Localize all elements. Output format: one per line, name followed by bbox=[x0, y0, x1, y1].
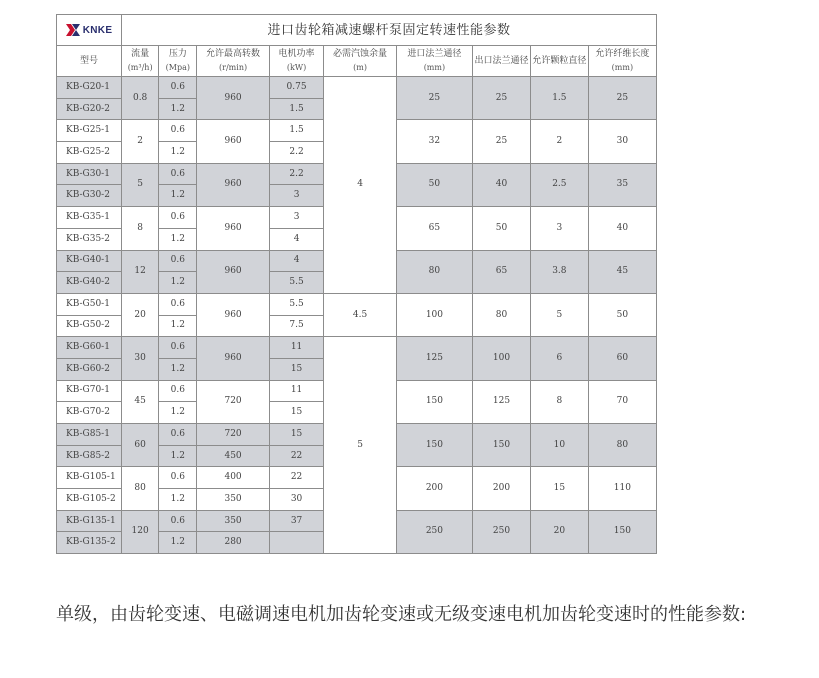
inlet-cell: 25 bbox=[396, 77, 472, 120]
table-row bbox=[57, 293, 657, 315]
logo-cell bbox=[57, 15, 122, 46]
model-cell: KB-G135-2 bbox=[57, 532, 122, 554]
outlet-cell: 65 bbox=[473, 250, 531, 293]
flow-cell: 0.8 bbox=[122, 77, 159, 120]
header-fiber-label: 允许纤维长度 bbox=[595, 49, 650, 59]
model-cell: KB-G30-2 bbox=[57, 185, 122, 207]
model-cell: KB-G25-2 bbox=[57, 142, 122, 164]
speed-cell: 960 bbox=[197, 77, 269, 120]
header-speed-unit: (r/min) bbox=[219, 63, 248, 72]
pressure-cell: 1.2 bbox=[159, 315, 197, 337]
flow-cell: 30 bbox=[122, 337, 159, 380]
header-npsh-label: 必需汽蚀余量 bbox=[333, 49, 388, 59]
model-cell: KB-G85-2 bbox=[57, 445, 122, 467]
header-fiber-unit: (mm) bbox=[611, 63, 634, 72]
caption-text: 单级，由齿轮变速、电磁调速电机加齿轮变速或无级变速电机加齿轮变速时的性能参数: bbox=[56, 604, 747, 625]
fiber-cell: 30 bbox=[588, 120, 656, 163]
particle-cell: 5 bbox=[530, 293, 588, 336]
model-cell: KB-G70-1 bbox=[57, 380, 122, 402]
power-cell: 1.5 bbox=[269, 98, 324, 120]
header-pressure-label: 压力 bbox=[168, 49, 187, 59]
particle-cell: 8 bbox=[530, 380, 588, 423]
fiber-cell: 25 bbox=[588, 77, 656, 120]
power-cell: 7.5 bbox=[269, 315, 324, 337]
header-outlet bbox=[473, 46, 531, 77]
header-pressure-unit: (Mpa) bbox=[165, 63, 190, 72]
model-cell: KB-G20-1 bbox=[57, 77, 122, 99]
pressure-cell: 1.2 bbox=[159, 272, 197, 294]
header-speed bbox=[197, 46, 269, 77]
inlet-cell: 32 bbox=[396, 120, 472, 163]
inlet-cell: 250 bbox=[396, 510, 472, 553]
speed-cell: 960 bbox=[197, 337, 269, 380]
flow-cell: 20 bbox=[122, 293, 159, 336]
logo-text: KNKE bbox=[82, 24, 113, 36]
speed-cell: 960 bbox=[197, 207, 269, 250]
inlet-cell: 100 bbox=[396, 293, 472, 336]
particle-cell: 2 bbox=[530, 120, 588, 163]
model-cell: KB-G40-2 bbox=[57, 272, 122, 294]
flow-cell: 80 bbox=[122, 467, 159, 510]
particle-cell: 15 bbox=[530, 467, 588, 510]
pressure-cell: 0.6 bbox=[159, 424, 197, 446]
flow-cell: 60 bbox=[122, 424, 159, 467]
header-speed-label: 允许最高转数 bbox=[206, 49, 261, 59]
pressure-cell: 0.6 bbox=[159, 207, 197, 229]
fiber-cell: 40 bbox=[588, 207, 656, 250]
outlet-cell: 40 bbox=[473, 163, 531, 206]
speed-cell: 720 bbox=[197, 380, 269, 423]
npsh-cell: 5 bbox=[324, 337, 396, 554]
pressure-cell: 1.2 bbox=[159, 185, 197, 207]
speed-cell: 720 bbox=[197, 424, 269, 446]
fiber-cell: 50 bbox=[588, 293, 656, 336]
header-npsh bbox=[324, 46, 396, 77]
header-power-label: 电机功率 bbox=[278, 49, 315, 59]
speed-cell: 350 bbox=[197, 510, 269, 532]
title-row bbox=[57, 15, 657, 46]
header-power-unit: (kW) bbox=[286, 63, 307, 72]
power-cell: 22 bbox=[269, 467, 324, 489]
model-cell: KB-G30-1 bbox=[57, 163, 122, 185]
speed-cell: 960 bbox=[197, 163, 269, 206]
fiber-cell: 35 bbox=[588, 163, 656, 206]
fiber-cell: 80 bbox=[588, 424, 656, 467]
model-cell: KB-G40-1 bbox=[57, 250, 122, 272]
model-cell: KB-G105-2 bbox=[57, 489, 122, 511]
header-model bbox=[57, 46, 122, 77]
outlet-cell: 80 bbox=[473, 293, 531, 336]
header-npsh-unit: (m) bbox=[353, 63, 367, 72]
model-cell: KB-G35-1 bbox=[57, 207, 122, 229]
model-cell: KB-G50-2 bbox=[57, 315, 122, 337]
power-cell: 3 bbox=[269, 207, 324, 229]
pressure-cell: 0.6 bbox=[159, 467, 197, 489]
inlet-cell: 200 bbox=[396, 467, 472, 510]
model-cell: KB-G105-1 bbox=[57, 467, 122, 489]
pressure-cell: 1.2 bbox=[159, 532, 197, 554]
npsh-cell: 4 bbox=[324, 77, 396, 294]
pressure-cell: 1.2 bbox=[159, 98, 197, 120]
outlet-cell: 200 bbox=[473, 467, 531, 510]
power-cell: 15 bbox=[269, 358, 324, 380]
particle-cell: 10 bbox=[530, 424, 588, 467]
speed-cell: 400 bbox=[197, 467, 269, 489]
particle-cell: 1.5 bbox=[530, 77, 588, 120]
fiber-cell: 70 bbox=[588, 380, 656, 423]
pressure-cell: 1.2 bbox=[159, 358, 197, 380]
flow-cell: 2 bbox=[122, 120, 159, 163]
header-inlet-unit: (mm) bbox=[423, 63, 446, 72]
pressure-cell: 0.6 bbox=[159, 510, 197, 532]
header-inlet bbox=[396, 46, 472, 77]
header-pressure bbox=[159, 46, 197, 77]
outlet-cell: 150 bbox=[473, 424, 531, 467]
model-cell: KB-G60-1 bbox=[57, 337, 122, 359]
header-particle-label: 允许颗粒直径 bbox=[532, 55, 587, 66]
speed-cell: 450 bbox=[197, 445, 269, 467]
model-cell: KB-G60-2 bbox=[57, 358, 122, 380]
model-cell: KB-G25-1 bbox=[57, 120, 122, 142]
power-cell: 37 bbox=[269, 510, 324, 532]
power-cell: 11 bbox=[269, 380, 324, 402]
power-cell: 4 bbox=[269, 250, 324, 272]
performance-table bbox=[56, 14, 657, 554]
speed-cell: 960 bbox=[197, 120, 269, 163]
speed-cell: 280 bbox=[197, 532, 269, 554]
fiber-cell: 110 bbox=[588, 467, 656, 510]
fiber-cell: 45 bbox=[588, 250, 656, 293]
power-cell: 2.2 bbox=[269, 163, 324, 185]
particle-cell: 2.5 bbox=[530, 163, 588, 206]
model-cell: KB-G20-2 bbox=[57, 98, 122, 120]
pressure-cell: 1.2 bbox=[159, 445, 197, 467]
pressure-cell: 1.2 bbox=[159, 142, 197, 164]
pressure-cell: 0.6 bbox=[159, 337, 197, 359]
power-cell: 1.5 bbox=[269, 120, 324, 142]
inlet-cell: 65 bbox=[396, 207, 472, 250]
power-cell: 4 bbox=[269, 228, 324, 250]
pressure-cell: 0.6 bbox=[159, 250, 197, 272]
model-cell: KB-G70-2 bbox=[57, 402, 122, 424]
pressure-cell: 0.6 bbox=[159, 120, 197, 142]
inlet-cell: 50 bbox=[396, 163, 472, 206]
power-cell: 15 bbox=[269, 424, 324, 446]
particle-cell: 3.8 bbox=[530, 250, 588, 293]
npsh-cell: 4.5 bbox=[324, 293, 396, 336]
particle-cell: 20 bbox=[530, 510, 588, 553]
pressure-cell: 1.2 bbox=[159, 489, 197, 511]
flow-cell: 8 bbox=[122, 207, 159, 250]
model-cell: KB-G35-2 bbox=[57, 228, 122, 250]
model-cell: KB-G50-1 bbox=[57, 293, 122, 315]
header-particle bbox=[530, 46, 588, 77]
table-row bbox=[57, 77, 657, 99]
inlet-cell: 125 bbox=[396, 337, 472, 380]
table-body bbox=[57, 15, 657, 554]
power-cell: 22 bbox=[269, 445, 324, 467]
power-cell: 5.5 bbox=[269, 293, 324, 315]
inlet-cell: 150 bbox=[396, 380, 472, 423]
pressure-cell: 0.6 bbox=[159, 77, 197, 99]
header-model-label: 型号 bbox=[80, 55, 99, 66]
inlet-cell: 150 bbox=[396, 424, 472, 467]
header-outlet-label: 出口法兰通径 bbox=[474, 55, 529, 66]
power-cell: 15 bbox=[269, 402, 324, 424]
header-power bbox=[269, 46, 324, 77]
pressure-cell: 1.2 bbox=[159, 402, 197, 424]
power-cell: 30 bbox=[269, 489, 324, 511]
outlet-cell: 250 bbox=[473, 510, 531, 553]
speed-cell: 960 bbox=[197, 250, 269, 293]
table-row bbox=[57, 337, 657, 359]
flow-cell: 45 bbox=[122, 380, 159, 423]
knke-logo-icon bbox=[66, 24, 80, 36]
fiber-cell: 60 bbox=[588, 337, 656, 380]
outlet-cell: 25 bbox=[473, 77, 531, 120]
flow-cell: 120 bbox=[122, 510, 159, 553]
model-cell: KB-G85-1 bbox=[57, 424, 122, 446]
pressure-cell: 0.6 bbox=[159, 293, 197, 315]
header-inlet-label: 进口法兰通径 bbox=[407, 49, 462, 59]
outlet-cell: 125 bbox=[473, 380, 531, 423]
speed-cell: 350 bbox=[197, 489, 269, 511]
outlet-cell: 50 bbox=[473, 207, 531, 250]
header-flow-label: 流量 bbox=[131, 49, 150, 59]
power-cell: 11 bbox=[269, 337, 324, 359]
header-row bbox=[57, 46, 657, 77]
power-cell: 0.75 bbox=[269, 77, 324, 99]
power-cell bbox=[269, 532, 324, 554]
power-cell: 2.2 bbox=[269, 142, 324, 164]
header-flow bbox=[122, 46, 159, 77]
particle-cell: 3 bbox=[530, 207, 588, 250]
pressure-cell: 0.6 bbox=[159, 163, 197, 185]
power-cell: 5.5 bbox=[269, 272, 324, 294]
inlet-cell: 80 bbox=[396, 250, 472, 293]
outlet-cell: 25 bbox=[473, 120, 531, 163]
particle-cell: 6 bbox=[530, 337, 588, 380]
table-title: 进口齿轮箱减速螺杆泵固定转速性能参数 bbox=[122, 15, 657, 46]
header-flow-unit: (m³/h) bbox=[127, 63, 153, 72]
pressure-cell: 0.6 bbox=[159, 380, 197, 402]
flow-cell: 12 bbox=[122, 250, 159, 293]
outlet-cell: 100 bbox=[473, 337, 531, 380]
fiber-cell: 150 bbox=[588, 510, 656, 553]
knke-logo bbox=[57, 24, 121, 36]
speed-cell: 960 bbox=[197, 293, 269, 336]
pressure-cell: 1.2 bbox=[159, 228, 197, 250]
flow-cell: 5 bbox=[122, 163, 159, 206]
header-fiber bbox=[588, 46, 656, 77]
power-cell: 3 bbox=[269, 185, 324, 207]
model-cell: KB-G135-1 bbox=[57, 510, 122, 532]
